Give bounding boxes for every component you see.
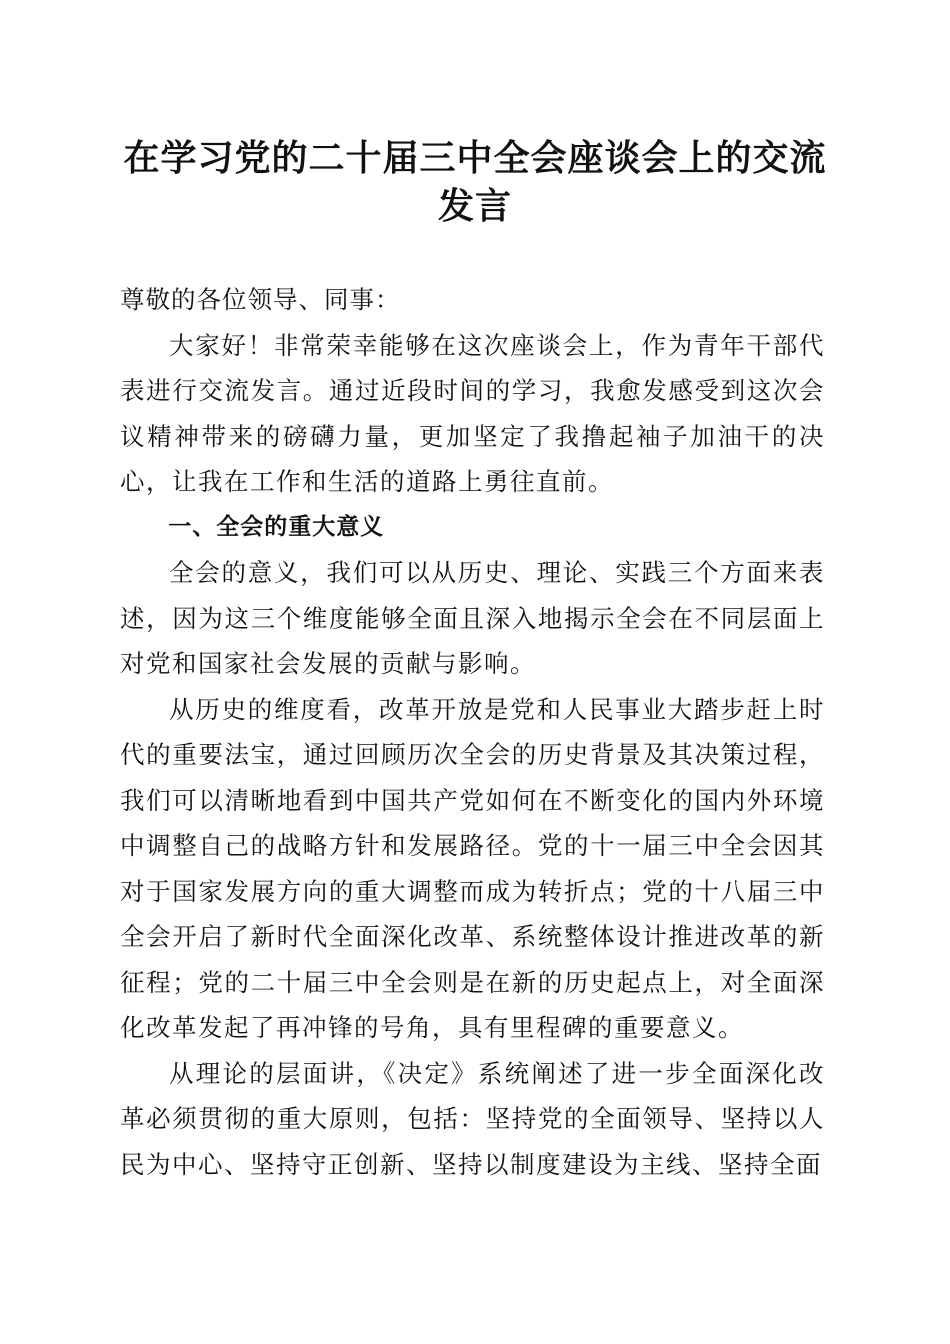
paragraph-intro: 大家好！非常荣幸能够在这次座谈会上，作为青年干部代表进行交流发言。通过近段时间的学习，我愈发感受到这次会议精神带来的磅礴力量，更加坚定了我撸起袖子加油干的决心，让我在工作和生活的道路上勇往直前。 [120, 330, 825, 496]
section-heading: 一、全会的重大意义 [168, 513, 385, 540]
document-body [120, 277, 825, 1187]
paragraph-significance: 全会的意义，我们可以从历史、理论、实践三个方面来表述，因为这三个维度能够全面且深入地揭示全会在不同层面上对党和国家社会发展的贡献与影响。 [120, 558, 825, 678]
document-title: 在学习党的二十届三中全会座谈会上的交流发言 [123, 137, 827, 227]
paragraph-history: 从历史的维度看，改革开放是党和人民事业大踏步赶上时代的重要法宝，通过回顾历次全会的历史背景及其决策过程，我们可以清晰地看到中国共产党如何在不断变化的国内外环境中调整自己的战略方针和发展路径。党的十一届三中全会因其对于国家发展方向的重大调整而成为转折点；党的十八届三中全会开启了新时代全面深化改革、系统整体设计推进改革的新征程；党的二十届三中全会则是在新的历史起点上，对全面深化改革发起了再冲锋的号角，具有里程碑的重要意义。 [120, 694, 825, 1042]
salutation: 尊敬的各位领导、同事： [120, 285, 401, 314]
paragraph-theory: 从理论的层面讲，《决定》系统阐述了进一步全面深化改革必须贯彻的重大原则，包括：坚持党的全面领导、坚持以人民为中心、坚持守正创新、坚持以制度建设为主线、坚持全面 [120, 1058, 825, 1179]
